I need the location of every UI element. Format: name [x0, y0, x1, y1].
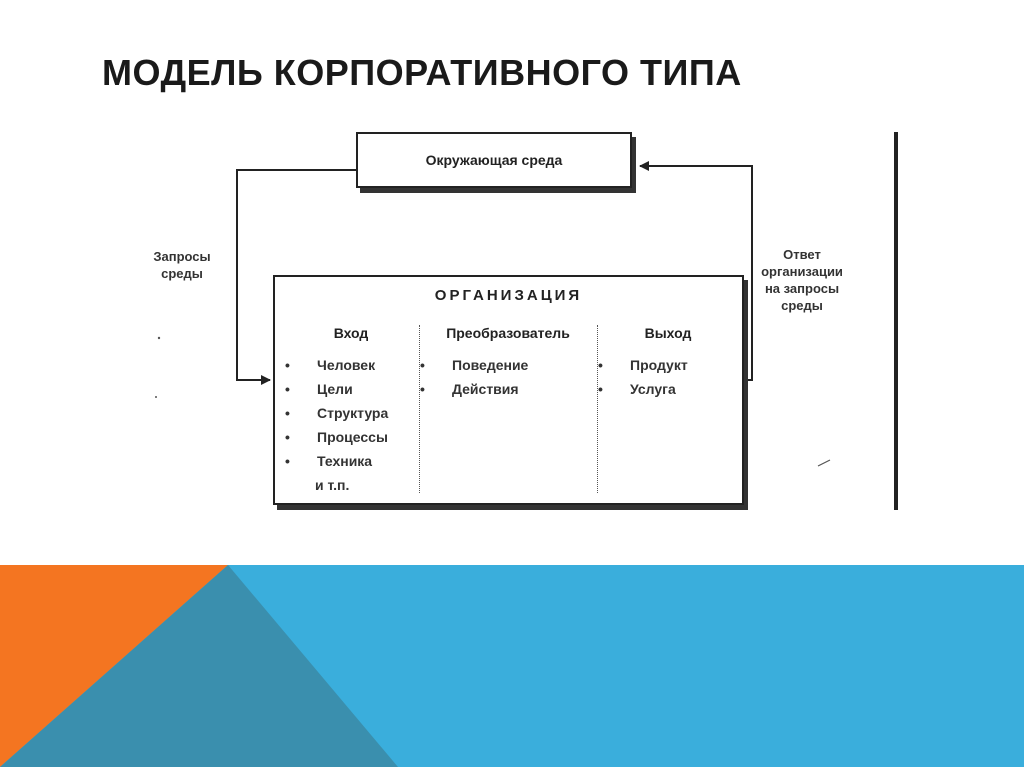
list-item-continuation: и т.п. [315, 477, 350, 493]
list-item: • Структура [285, 401, 417, 425]
column-heading: Преобразователь [446, 325, 570, 341]
transformer-column [419, 325, 596, 493]
slide-title: МОДЕЛЬ КОРПОРАТИВНОГО ТИПА [102, 52, 742, 93]
speck [155, 396, 157, 398]
column-heading: Вход [333, 325, 369, 341]
footer-band-shapes [0, 565, 1024, 767]
organization-box [273, 275, 744, 505]
organization-title: ОРГАНИЗАЦИЯ [434, 287, 583, 304]
list-item: • Поведение [420, 353, 596, 377]
speck [158, 337, 160, 339]
environment-box [356, 132, 632, 188]
input-column [285, 325, 417, 493]
list-item: • Человек [285, 353, 417, 377]
speck [818, 460, 830, 466]
list-item-multiline [285, 449, 417, 497]
environment-label: Окружающая среда [425, 152, 563, 168]
requests-label: Запросы среды [153, 249, 211, 281]
transformer-list [420, 353, 596, 401]
list-item: • Процессы [285, 425, 417, 449]
response-label: Ответ организации на запросы среды [761, 247, 843, 313]
list-item: • Цели [285, 377, 417, 401]
list-item-text: Техника [317, 453, 373, 469]
output-column [597, 325, 738, 493]
input-list [285, 353, 417, 497]
list-item: • Продукт [598, 353, 738, 377]
output-list [598, 353, 738, 401]
list-item: • Действия [420, 377, 596, 401]
column-heading: Выход [644, 325, 692, 341]
list-item: • Услуга [598, 377, 738, 401]
